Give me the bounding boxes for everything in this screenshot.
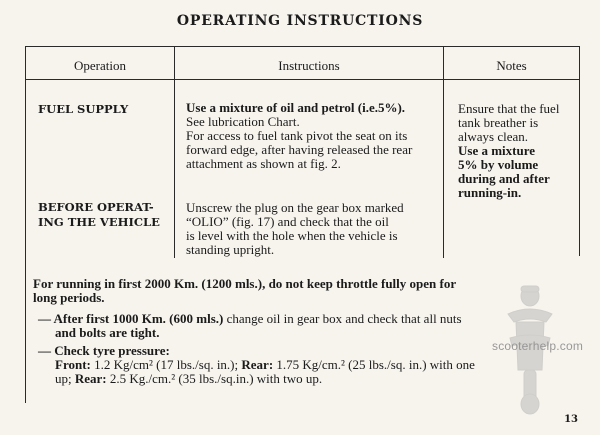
operation-before-operating — [38, 200, 173, 230]
operation-fuel-supply: FUEL SUPPLY — [38, 102, 129, 116]
note-mixture-3: during and after — [458, 171, 550, 186]
notes-fuel-supply — [458, 102, 570, 200]
col-header-operation: Operation — [74, 58, 126, 73]
note-breather-2: tank breather is — [458, 115, 539, 130]
tyre-line-2-prefix: up; — [55, 371, 75, 386]
gearbox-plug-line-2: “OLIO” (fig. 17) and check that the oil — [186, 214, 389, 229]
operation-before-line-1: BEFORE OPERAT- — [38, 200, 154, 214]
fuel-tank-access-line-3: attachment as shown at fig. 2. — [186, 156, 341, 171]
running-in-line-1: For running in first 2000 Km. (1200 mls.), do not keep throttle fully open for — [33, 276, 457, 291]
gearbox-plug-line-4: standing upright. — [186, 242, 275, 257]
fuel-tank-access-line-1: For access to fuel tank pivot the seat on its — [186, 128, 408, 143]
table-left-rule — [25, 46, 26, 403]
watermark-text: scooterhelp.com — [492, 339, 584, 353]
lubrication-chart-ref: See lubrication Chart. — [186, 114, 300, 129]
after-1000km-line-2: and bolts are tight. — [55, 325, 160, 340]
tyre-front-label: Front: — [55, 357, 91, 372]
gearbox-plug-line-3: is level with the hole when the vehicle is — [186, 228, 398, 243]
after-1000km-bold: — After first 1000 Km. (600 mls.) — [38, 311, 224, 326]
column-divider-1 — [174, 46, 175, 258]
table-top-rule — [25, 46, 580, 47]
note-mixture-2: 5% by volume — [458, 157, 539, 172]
tyre-front-value: 1.2 Kg/cm² (17 lbs./sq. in.); — [90, 357, 242, 372]
table-right-rule — [579, 46, 580, 256]
col-header-instructions: Instructions — [278, 58, 340, 73]
note-mixture-4: running-in. — [458, 185, 522, 200]
table-header-rule — [25, 79, 580, 80]
note-breather-3: always clean. — [458, 129, 529, 144]
tyre-rear-label-one: Rear: — [241, 357, 274, 372]
tyre-rear-value-one: 1.75 Kg/cm.² (25 lbs./sq. in.) with one — [273, 357, 475, 372]
after-1000km-text: change oil in gear box and check that all nuts — [223, 311, 462, 326]
page-number: 13 — [564, 414, 578, 425]
running-in-line-2: long periods. — [33, 290, 105, 305]
page-title: OPERATING INSTRUCTIONS — [176, 13, 424, 29]
fuel-tank-access-line-2: forward edge, after having released the rear — [186, 142, 413, 157]
note-breather-1: Ensure that the fuel — [458, 101, 560, 116]
fuel-mixture-instruction: Use a mixture of oil and petrol (i.e.5%). — [186, 100, 406, 115]
gearbox-plug-line-1: Unscrew the plug on the gear box marked — [186, 200, 404, 215]
instructions-fuel-supply — [186, 101, 444, 171]
instructions-before-operating — [186, 201, 444, 257]
tyre-rear-value-two: 2.5 Kg./cm.² (35 lbs./sq.in.) with two up. — [106, 371, 323, 386]
note-mixture-1: Use a mixture — [458, 143, 536, 158]
tyre-pressure-heading: — Check tyre pressure: — [38, 343, 170, 358]
operation-before-line-2: ING THE VEHICLE — [38, 215, 160, 229]
col-header-notes: Notes — [496, 58, 527, 73]
tyre-rear-label-two: Rear: — [74, 371, 107, 386]
